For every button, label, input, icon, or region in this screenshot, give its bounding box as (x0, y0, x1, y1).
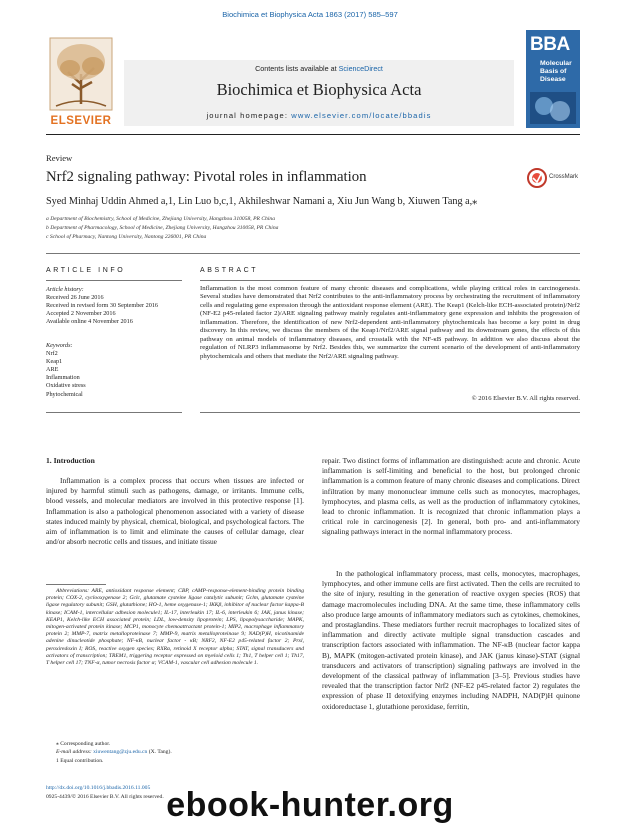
history-label: Article history: (46, 286, 84, 293)
cover-subtitle: Molecular Basis of Disease (540, 60, 572, 83)
footnote-rule (46, 584, 106, 585)
contents-prefix: Contents lists available at (255, 64, 337, 73)
author-list: Syed Minhaj Uddin Ahmed a,1, Lin Luo b,c,1, Akhileshwar Namani a, Xiu Jun Wang b, Xiuwen Tang a,⁎ (46, 196, 478, 207)
cover-logo: BBA (530, 34, 570, 55)
keyword-item: Nrf2 (46, 350, 58, 358)
abbreviations-footnote: Abbreviations: ARE, antioxidant response element; CBP, cAMP-response-element-binding protein binding protein; COX-2, cyclooxygenase 2; Gclc, glutamate cysteine ligase catalytic subunit; Gclm, glutamate cysteine ligase regulatory subunit; GSH, glutathione; HO-1, heme oxygenase-1; IKKβ, inhibitor of nuclear factor kappa-B kinase; ICAM-1, intercellular adhesion molecule1; IL-17, interleukin 17; IL-6, interleukin 6; JAK, janus kinase; KEAP1, Kelch-like ECH associated protein; LDL, low-density lipoprotein; LPS, lipopolysaccharide; MAPK, mitogen-activated protein kinase; MCP1, monocyte chemoattractant protein-1; MIP2, macrophage inflammatory protein 2; MMP-7, matrix metalloproteinase 7; MMP-9, matrix metalloproteinase 9; NAD(P)H, nicotinamide adenine dinucleotide phosphate; NF-κB, nuclear factor - κB; NRF2, NF-E2 p45-related factor 2; Prxl, peroxiredoxin I; ROS, reactive oxygen species; RXRα, retinoid X receptor alpha; STAT, signal transducers and activators of transcription; TREM1, triggering receptor expressed on myeloid cells 1; Th1, T helper cell 1; Th17, T helper cell 17; TNF-α, tumor necrosis factor α; VCAM-1, vascular cell adhesion molecule 1. (46, 588, 304, 667)
keyword-item: Phytochemical (46, 390, 83, 398)
abstract-text: Inflammation is the most common feature of many chronic diseases and complications, while playing critical roles in carcinogenesis. Several studies have demonstrated that Nrf2 contributes to the anti-inflammatory process by orchestrating the recruitment of inflammatory cells and regulating gene expression through the antioxidant response element (ARE). The Keap1 (Kelch-like ECH-associated protein)/Nrf2 (NF-E2 p45-related factor 2)/ARE signaling pathway mainly regulates anti-inflammatory gene expression and inhibits the progression of inflammation. Therefore, the identification of new Nrf2-dependent anti-inflammatory phytochemicals has become a key point in drug discovery. In this review, we discuss the members of the Keap1/Nrf2/ARE signal pathway and its downstream genes, the effects of this pathway on animal models of inflammatory diseases, and crosstalk with the NF-κB pathway. In addition we also discuss about the regulation of NLRP3 inflammasome by Nrf2. Besides this, we summarize the current scenario of the development of anti-inflammatory phytochemicals and others that mediate the Nrf2/ARE signaling pathway. (200, 285, 580, 360)
affiliation-c: c School of Pharmacy, Nantong University, Nantong 226001, PR China (46, 234, 207, 240)
article-type: Review (46, 153, 73, 163)
doi-link[interactable]: http://dx.doi.org/10.1016/j.bbadis.2016.11.005 (46, 785, 151, 791)
section-heading: 1. Introduction (46, 456, 95, 465)
journal-cover (526, 30, 580, 128)
watermark: ebook-hunter.org (166, 786, 454, 824)
email-link[interactable]: xiuwentang@zju.edu.cn (93, 749, 148, 755)
homepage-link[interactable]: www.elsevier.com/locate/bbadis (291, 111, 432, 120)
history-revised: Received in revised form 30 September 2016 (46, 302, 159, 310)
intro-paragraph-1: Inflammation is a complex process that occurs when tissues are infected or injured by harmful stimuli such as pathogens, damage, or irritants. Immune cells, blood vessels, and molecular mediators are involved in this protective response [1]. Inflammation is also a pathological phenomenon associated with a variety of disease states induced mainly by physical, chemical, biological, and psychological factors. The aim of inflammation is to limit and eliminate the causes of cellular damage, clear and/or absorb necrotic cells and tissues, and initiate tissue (46, 476, 304, 547)
affiliation-rule (46, 253, 580, 254)
journal-reference[interactable]: Biochimica et Biophysica Acta 1863 (2017) 585–597 (222, 10, 398, 19)
keyword-item: Inflammation (46, 374, 80, 382)
keyword-item: Keap1 (46, 358, 63, 366)
homepage-prefix: journal homepage: (206, 111, 289, 120)
issn-line: 0925-4439/© 2016 Elsevier B.V. All rights reserved. (46, 794, 164, 800)
equal-contribution: 1 Equal contribution. (56, 758, 104, 764)
crossmark-button[interactable] (527, 166, 587, 190)
keyword-item: Oxidative stress (46, 382, 86, 390)
article-info-heading: ARTICLE INFO (46, 267, 126, 274)
abstract-rule-bottom (200, 412, 580, 413)
copyright: © 2016 Elsevier B.V. All rights reserved. (471, 395, 580, 402)
info-rule-bottom (46, 412, 182, 413)
intro-right-paragraph-2: In the pathological inflammatory process, mast cells, monocytes, macrophages, lymphocytes, and other immune cells are first activated. Then the cells are recruited to the site of injury, resulting in the generation of reactive oxygen species (ROS) that damage macromolecules including DNA. At the same time, these inflammatory cells also produce large amounts of inflammatory mediators such as cytokines, chemokines, and prostaglandins. These mediators further recruit macrophages to localized sites of inflammation and directly activate multiple signal transduction cascades and transcription factors associated with inflammation. The NF-κB (nuclear factor kappa B), MAPK (mitogen-activated protein kinase), and JAK (janus kinase)-STAT (signal transducers and activators of transcription) signaling pathways are involved in the development of the classical pathway of inflammation [3–5]. Previous studies have revealed that the transcription factor Nrf2 (NF-E2 p45-related factor 2) regulates the expression of phase II detoxifying enzymes including NADPH, NAD(P)H quinone oxidoreductase 1, glutathione peroxidase, ferritin, (322, 569, 580, 711)
crossmark-label: CrossMark (549, 174, 579, 180)
crossmark-icon (527, 168, 547, 188)
elsevier-tree-icon (46, 34, 116, 114)
keyword-item: ARE (46, 366, 59, 374)
history-online: Available online 4 November 2016 (46, 318, 133, 326)
article-info-rule (46, 280, 182, 281)
masthead-rule (46, 134, 580, 135)
keywords-label: Keywords: (46, 342, 73, 349)
history-accepted: Accepted 2 November 2016 (46, 310, 116, 318)
article-title: Nrf2 signaling pathway: Pivotal roles in inflammation (46, 169, 367, 185)
abstract-heading: ABSTRACT (200, 267, 259, 274)
sciencedirect-link[interactable]: ScienceDirect (338, 64, 383, 73)
cover-art-icon (530, 92, 576, 124)
intro-right-paragraph-1: repair. Two distinct forms of inflammation are distinguished: acute and chronic. Acute inflammation is self-limiting and beneficial to the host, but prolonged chronic inflammation is a common feature of many chronic diseases and complications. Direct infiltration by many mononuclear immune cells such as monocytes, macrophages, lymphocytes, and plasma cells, as well as the production of inflammatory cytokines, lead to chronic inflammation. It is recognized that chronic inflammation plays a critical role in carcinogenesis [2]. In general, both pro- and anti-inflammatory signaling pathways interact in the normal inflammatory process. (322, 456, 580, 537)
publisher-name: ELSEVIER (50, 115, 112, 127)
keywords (46, 342, 186, 399)
article-history (46, 286, 186, 326)
affiliation-b: b Department of Pharmacology, School of Medicine, Zhejiang University, Hangzhou 310058, PR China (46, 225, 279, 231)
elsevier-logo (46, 34, 116, 130)
contents-line (124, 64, 514, 73)
email-line: E-mail address: xiuwentang@zju.edu.cn (X. Tang). (56, 749, 172, 755)
history-received: Received 26 June 2016 (46, 294, 104, 302)
homepage-line (124, 111, 514, 120)
corresponding-author: ⁎ Corresponding author. (56, 741, 111, 747)
affiliation-a: a Department of Biochemistry, School of Medicine, Zhejiang University, Hangzhou 310058, PR China (46, 216, 276, 222)
journal-name: Biochimica et Biophysica Acta (216, 80, 422, 99)
abstract-rule-top (200, 280, 580, 281)
